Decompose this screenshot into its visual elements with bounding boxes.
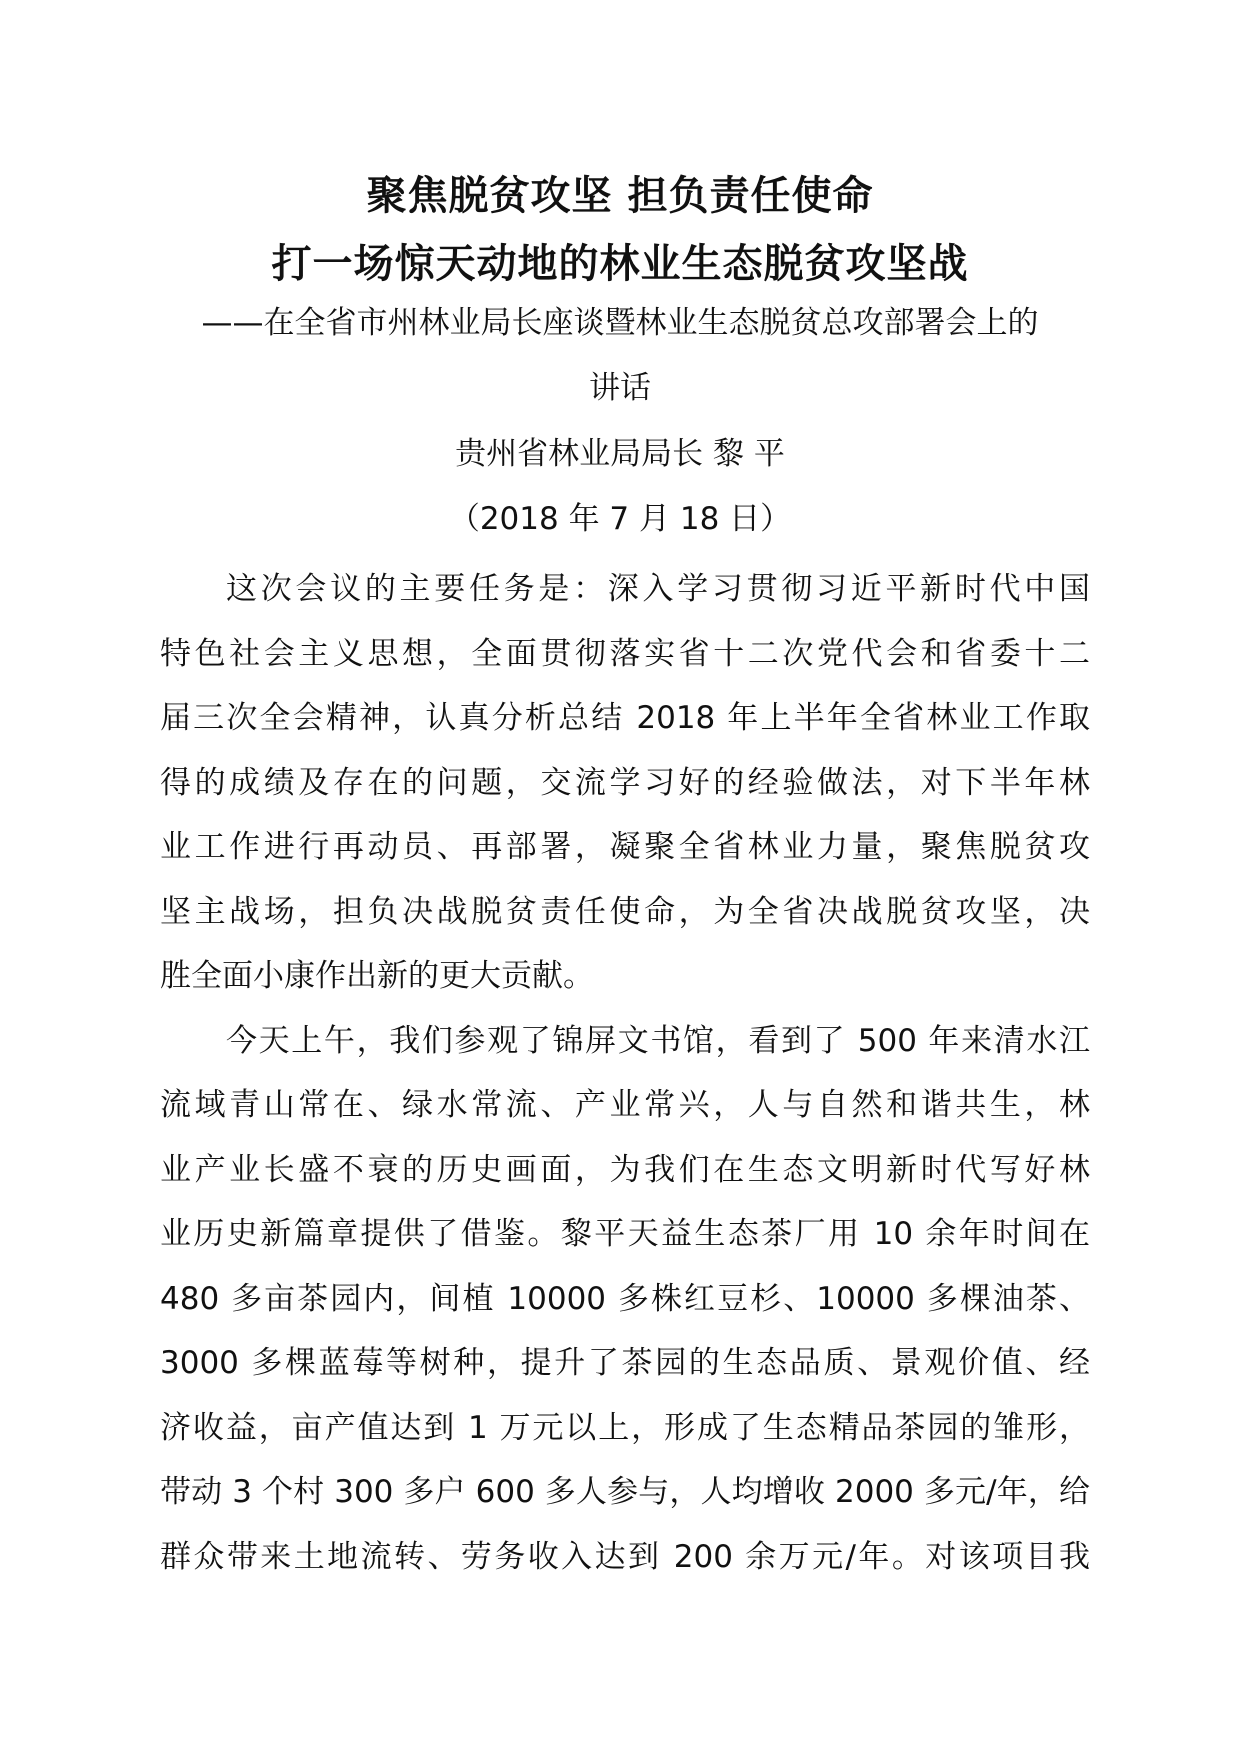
- main-title-line-1: 聚焦脱贫攻坚 担负责任使命: [366, 173, 874, 219]
- subtitle-line-2: 讲话: [589, 370, 651, 406]
- paragraph-line: 3000 多棵蓝莓等树种，提升了茶园的生态品质、景观价值、经: [160, 1345, 1090, 1381]
- paragraph-line: 业产业长盛不衰的历史画面，为我们在生态文明新时代写好林: [160, 1151, 1090, 1188]
- paragraph-line: 业历史新篇章提供了借鉴。黎平天益生态茶厂用 10 余年时间在: [160, 1216, 1090, 1252]
- paragraph-2: [160, 1009, 1090, 1590]
- paragraph-line: 济收益，亩产值达到 1 万元以上，形成了生态精品茶园的雏形，: [160, 1409, 1090, 1446]
- paragraph-line: 群众带来土地流转、劳务收入达到 200 余万元/年。对该项目我: [160, 1538, 1090, 1575]
- paragraph-line: 业工作进行再动员、再部署，凝聚全省林业力量，聚焦脱贫攻: [160, 829, 1090, 865]
- paragraph-line: 特色社会主义思想，全面贯彻落实省十二次党代会和省委十二: [160, 635, 1090, 672]
- paragraph-line: 今天上午，我们参观了锦屏文书馆，看到了 500 年来清水江: [226, 1022, 1090, 1059]
- main-title-line-2: 打一场惊天动地的林业生态脱贫攻坚战: [271, 241, 969, 287]
- speaker-name: 贵州省林业局局长 黎 平: [455, 436, 785, 472]
- paragraph-line: 带动 3 个村 300 多户 600 多人参与，人均增收 2000 多元/年，给: [160, 1474, 1090, 1510]
- paragraph-line: 胜全面小康作出新的更大贡献。: [160, 958, 594, 994]
- paragraph-line: 480 多亩茶园内，间植 10000 多株红豆杉、10000 多棵油茶、: [160, 1280, 1090, 1317]
- paragraph-line: 得的成绩及存在的问题，交流学习好的经验做法，对下半年林: [160, 764, 1090, 801]
- paragraph-line: 流域青山常在、绿水常流、产业常兴，人与自然和谐共生，林: [160, 1087, 1090, 1123]
- paragraph-1: [160, 557, 1090, 1009]
- speech-date: （2018 年 7 月 18 日）: [448, 501, 792, 537]
- subtitle-line-1: ——在全省市州林业局长座谈暨林业生态脱贫总攻部署会上的: [201, 305, 1039, 341]
- speech-body: [160, 557, 1090, 1589]
- paragraph-line: 届三次全会精神，认真分析总结 2018 年上半年全省林业工作取: [160, 700, 1090, 736]
- paragraph-line: 这次会议的主要任务是：深入学习贯彻习近平新时代中国: [226, 571, 1090, 607]
- paragraph-line: 坚主战场，担负决战脱贫责任使命，为全省决战脱贫攻坚，决: [160, 893, 1090, 930]
